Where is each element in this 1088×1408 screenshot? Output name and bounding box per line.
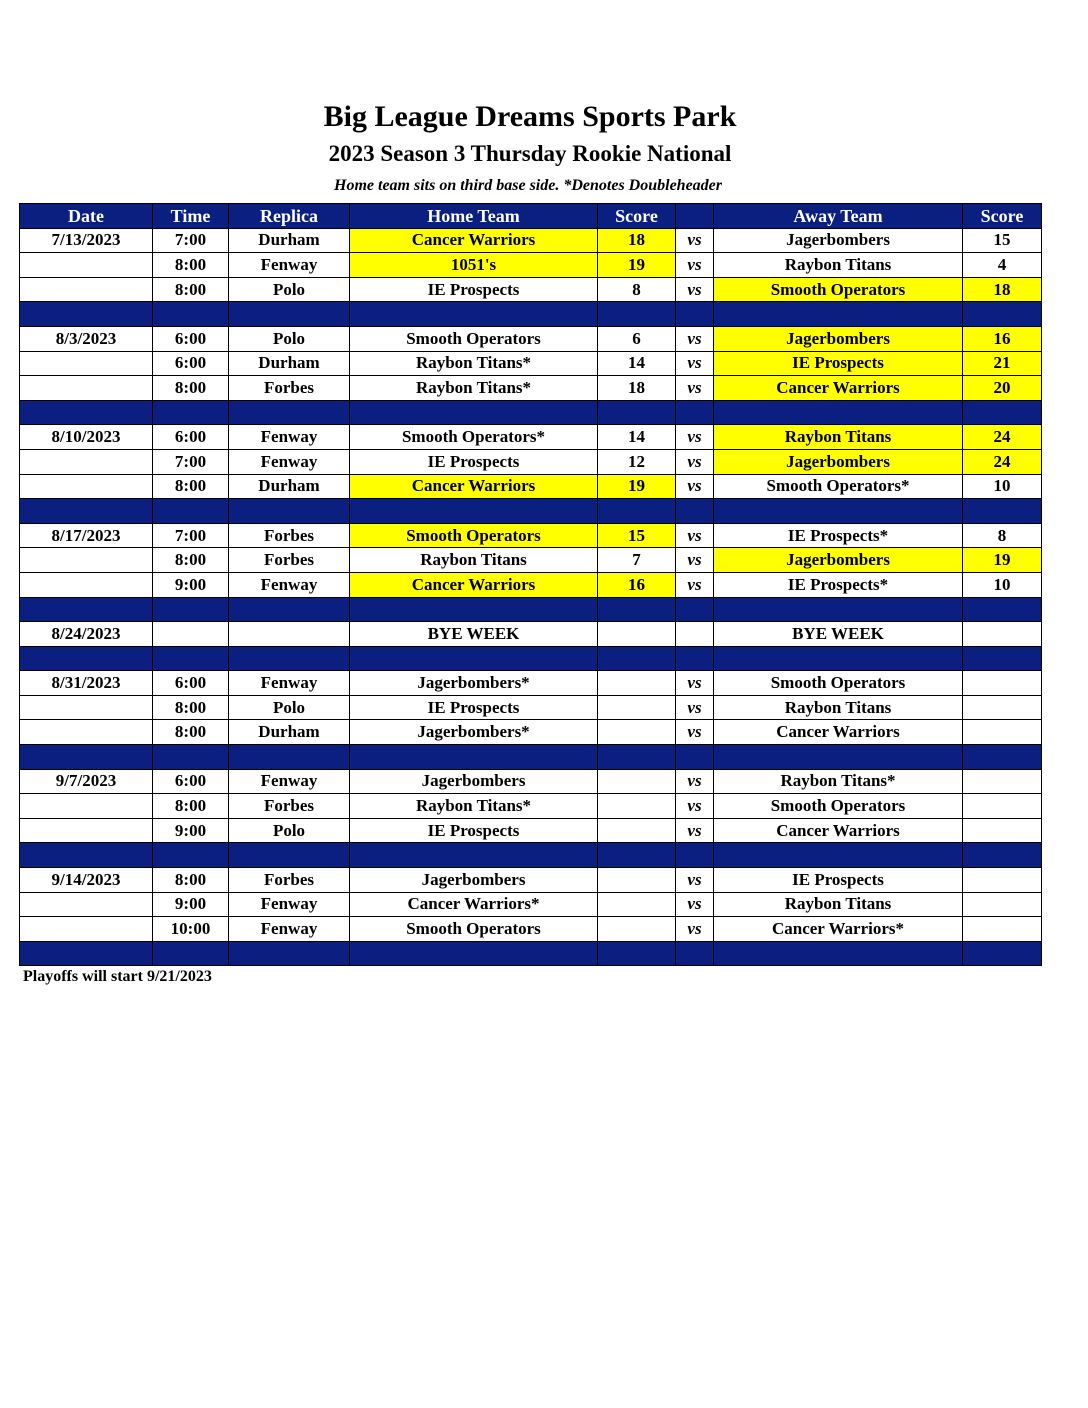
game-row [20, 376, 1042, 401]
game-time: 8:00 [153, 794, 229, 819]
away-score [963, 671, 1042, 696]
separator-cell [350, 941, 598, 966]
away-team: Jagerbombers [714, 449, 963, 474]
home-score: 18 [598, 228, 676, 253]
game-time: 9:00 [153, 818, 229, 843]
away-score: 15 [963, 228, 1042, 253]
game-time: 8:00 [153, 720, 229, 745]
game-time [153, 622, 229, 647]
separator-cell [229, 646, 350, 671]
away-score: 21 [963, 351, 1042, 376]
game-field: Forbes [229, 868, 350, 893]
away-score [963, 794, 1042, 819]
game-time: 6:00 [153, 351, 229, 376]
separator-cell [598, 646, 676, 671]
home-score: 16 [598, 572, 676, 597]
home-team: Jagerbombers [350, 769, 598, 794]
separator-cell [153, 499, 229, 524]
away-team: Cancer Warriors [714, 376, 963, 401]
away-team: Raybon Titans [714, 425, 963, 450]
separator-cell [963, 646, 1042, 671]
game-field: Durham [229, 228, 350, 253]
separator-cell [714, 499, 963, 524]
home-team: Jagerbombers* [350, 720, 598, 745]
home-team: IE Prospects [350, 449, 598, 474]
game-row [20, 449, 1042, 474]
away-team: IE Prospects [714, 351, 963, 376]
game-row [20, 671, 1042, 696]
game-row [20, 572, 1042, 597]
game-row [20, 253, 1042, 278]
home-team: Jagerbombers* [350, 671, 598, 696]
home-team: Raybon Titans* [350, 351, 598, 376]
away-team: Smooth Operators [714, 277, 963, 302]
game-time: 8:00 [153, 277, 229, 302]
game-field: Fenway [229, 671, 350, 696]
page-subtitle: 2023 Season 3 Thursday Rookie National [328, 141, 732, 166]
separator-cell [229, 941, 350, 966]
separator-cell [153, 745, 229, 770]
away-score [963, 892, 1042, 917]
home-score: 15 [598, 523, 676, 548]
playoffs-note: Playoffs will start 9/21/2023 [23, 968, 212, 985]
vs-label: vs [676, 868, 714, 893]
separator-cell [676, 302, 714, 327]
separator-cell [676, 400, 714, 425]
game-time: 9:00 [153, 572, 229, 597]
separator-cell [153, 597, 229, 622]
game-row [20, 326, 1042, 351]
away-team: BYE WEEK [714, 622, 963, 647]
home-team: Cancer Warriors [350, 572, 598, 597]
away-team: Cancer Warriors* [714, 917, 963, 942]
vs-label: vs [676, 277, 714, 302]
separator-cell [153, 400, 229, 425]
away-team: Smooth Operators [714, 671, 963, 696]
game-field: Polo [229, 818, 350, 843]
game-date: 8/10/2023 [20, 425, 153, 450]
away-score [963, 917, 1042, 942]
game-time: 8:00 [153, 695, 229, 720]
game-date [20, 376, 153, 401]
separator-cell [598, 400, 676, 425]
game-field: Forbes [229, 548, 350, 573]
separator-row [20, 646, 1042, 671]
separator-cell [676, 745, 714, 770]
vs-label: vs [676, 449, 714, 474]
away-score: 18 [963, 277, 1042, 302]
header-row [20, 204, 1042, 229]
vs-label: vs [676, 695, 714, 720]
game-field: Durham [229, 720, 350, 745]
game-time: 8:00 [153, 253, 229, 278]
home-score [598, 868, 676, 893]
separator-cell [350, 499, 598, 524]
vs-label: vs [676, 425, 714, 450]
away-score: 19 [963, 548, 1042, 573]
home-score: 8 [598, 277, 676, 302]
away-team: Smooth Operators [714, 794, 963, 819]
game-row [20, 474, 1042, 499]
vs-label: vs [676, 892, 714, 917]
separator-cell [229, 597, 350, 622]
game-row [20, 917, 1042, 942]
separator-cell [676, 597, 714, 622]
away-team: Jagerbombers [714, 228, 963, 253]
separator-cell [714, 646, 963, 671]
game-field: Fenway [229, 449, 350, 474]
away-score [963, 868, 1042, 893]
separator-cell [676, 646, 714, 671]
game-time: 7:00 [153, 523, 229, 548]
separator-cell [350, 745, 598, 770]
home-score: 19 [598, 474, 676, 499]
separator-cell [714, 302, 963, 327]
game-date: 9/7/2023 [20, 769, 153, 794]
vs-label: vs [676, 671, 714, 696]
game-row [20, 277, 1042, 302]
separator-cell [20, 302, 153, 327]
away-score: 10 [963, 572, 1042, 597]
game-row [20, 720, 1042, 745]
separator-cell [229, 499, 350, 524]
home-team: IE Prospects [350, 277, 598, 302]
game-date: 9/14/2023 [20, 868, 153, 893]
game-date [20, 695, 153, 720]
away-team: Raybon Titans [714, 253, 963, 278]
vs-label: vs [676, 228, 714, 253]
away-score [963, 622, 1042, 647]
away-score: 24 [963, 449, 1042, 474]
separator-cell [153, 843, 229, 868]
game-field: Forbes [229, 376, 350, 401]
vs-label: vs [676, 917, 714, 942]
away-team: Jagerbombers [714, 326, 963, 351]
away-score [963, 818, 1042, 843]
home-team: Raybon Titans* [350, 794, 598, 819]
home-score: 6 [598, 326, 676, 351]
page-title: Big League Dreams Sports Park [323, 100, 737, 133]
separator-cell [20, 941, 153, 966]
separator-cell [20, 400, 153, 425]
game-field: Polo [229, 695, 350, 720]
game-row [20, 892, 1042, 917]
game-field: Durham [229, 351, 350, 376]
col-away-team: Away Team [714, 204, 963, 229]
home-score [598, 720, 676, 745]
separator-row [20, 941, 1042, 966]
separator-cell [350, 843, 598, 868]
away-team: Raybon Titans [714, 892, 963, 917]
game-row [20, 769, 1042, 794]
col-home-team: Home Team [350, 204, 598, 229]
game-time: 8:00 [153, 868, 229, 893]
separator-cell [598, 843, 676, 868]
game-date [20, 474, 153, 499]
separator-cell [714, 843, 963, 868]
game-time: 10:00 [153, 917, 229, 942]
separator-cell [598, 941, 676, 966]
game-field: Polo [229, 277, 350, 302]
game-date [20, 277, 153, 302]
separator-cell [229, 400, 350, 425]
game-date: 8/3/2023 [20, 326, 153, 351]
game-time: 8:00 [153, 474, 229, 499]
vs-label: vs [676, 376, 714, 401]
separator-row [20, 745, 1042, 770]
col-vs [676, 204, 714, 229]
game-date [20, 720, 153, 745]
away-team: IE Prospects* [714, 523, 963, 548]
away-score: 24 [963, 425, 1042, 450]
col-away-score: Score [963, 204, 1042, 229]
home-score: 19 [598, 253, 676, 278]
game-time: 7:00 [153, 228, 229, 253]
vs-label [676, 622, 714, 647]
home-score: 14 [598, 425, 676, 450]
game-row [20, 794, 1042, 819]
game-time: 6:00 [153, 671, 229, 696]
vs-label: vs [676, 326, 714, 351]
game-row [20, 425, 1042, 450]
separator-cell [350, 646, 598, 671]
game-time: 6:00 [153, 425, 229, 450]
vs-label: vs [676, 351, 714, 376]
separator-cell [963, 499, 1042, 524]
game-time: 6:00 [153, 769, 229, 794]
schedule-body [20, 228, 1042, 966]
home-team: Cancer Warriors* [350, 892, 598, 917]
away-score: 8 [963, 523, 1042, 548]
game-date [20, 917, 153, 942]
game-field: Fenway [229, 769, 350, 794]
game-field: Fenway [229, 572, 350, 597]
separator-cell [350, 302, 598, 327]
game-date: 8/17/2023 [20, 523, 153, 548]
home-score: 18 [598, 376, 676, 401]
game-date [20, 253, 153, 278]
separator-cell [963, 745, 1042, 770]
game-date [20, 818, 153, 843]
away-team: Cancer Warriors [714, 720, 963, 745]
separator-cell [676, 843, 714, 868]
separator-cell [714, 941, 963, 966]
game-date [20, 351, 153, 376]
separator-cell [714, 597, 963, 622]
separator-cell [350, 400, 598, 425]
home-score: 12 [598, 449, 676, 474]
game-field: Forbes [229, 523, 350, 548]
home-team: IE Prospects [350, 695, 598, 720]
game-field: Durham [229, 474, 350, 499]
separator-row [20, 843, 1042, 868]
separator-cell [963, 941, 1042, 966]
home-score [598, 892, 676, 917]
game-row [20, 868, 1042, 893]
separator-cell [598, 597, 676, 622]
vs-label: vs [676, 474, 714, 499]
separator-cell [676, 499, 714, 524]
separator-row [20, 400, 1042, 425]
away-team: Cancer Warriors [714, 818, 963, 843]
game-row [20, 523, 1042, 548]
away-team: IE Prospects* [714, 572, 963, 597]
home-score [598, 769, 676, 794]
home-team: Jagerbombers [350, 868, 598, 893]
home-score [598, 794, 676, 819]
game-row [20, 548, 1042, 573]
game-time: 7:00 [153, 449, 229, 474]
col-date: Date [20, 204, 153, 229]
home-team: Raybon Titans* [350, 376, 598, 401]
home-score [598, 671, 676, 696]
away-team: Raybon Titans* [714, 769, 963, 794]
vs-label: vs [676, 794, 714, 819]
away-score [963, 720, 1042, 745]
home-team: Smooth Operators [350, 523, 598, 548]
away-team: Raybon Titans [714, 695, 963, 720]
separator-cell [714, 745, 963, 770]
separator-cell [153, 646, 229, 671]
separator-cell [20, 597, 153, 622]
home-score: 7 [598, 548, 676, 573]
separator-cell [350, 597, 598, 622]
separator-cell [963, 400, 1042, 425]
separator-cell [20, 745, 153, 770]
away-score: 4 [963, 253, 1042, 278]
separator-row [20, 597, 1042, 622]
vs-label: vs [676, 523, 714, 548]
home-team: Smooth Operators* [350, 425, 598, 450]
game-date [20, 449, 153, 474]
separator-row [20, 302, 1042, 327]
vs-label: vs [676, 818, 714, 843]
home-score [598, 818, 676, 843]
game-field: Fenway [229, 917, 350, 942]
game-date: 8/31/2023 [20, 671, 153, 696]
home-team: BYE WEEK [350, 622, 598, 647]
home-team: Smooth Operators [350, 326, 598, 351]
away-score: 20 [963, 376, 1042, 401]
game-field: Fenway [229, 253, 350, 278]
home-score [598, 622, 676, 647]
game-field: Forbes [229, 794, 350, 819]
game-row [20, 695, 1042, 720]
col-time: Time [153, 204, 229, 229]
separator-cell [598, 302, 676, 327]
home-score [598, 695, 676, 720]
schedule-table [19, 203, 1042, 966]
vs-label: vs [676, 548, 714, 573]
game-date [20, 892, 153, 917]
away-team: Smooth Operators* [714, 474, 963, 499]
separator-cell [20, 646, 153, 671]
game-field: Polo [229, 326, 350, 351]
schedule-note: Home team sits on third base side. *Denotes Doubleheader [334, 177, 722, 194]
game-date [20, 794, 153, 819]
game-time: 9:00 [153, 892, 229, 917]
game-field: Fenway [229, 892, 350, 917]
game-time: 8:00 [153, 548, 229, 573]
separator-cell [598, 499, 676, 524]
separator-cell [598, 745, 676, 770]
game-time: 6:00 [153, 326, 229, 351]
home-team: Smooth Operators [350, 917, 598, 942]
game-row [20, 228, 1042, 253]
separator-cell [963, 597, 1042, 622]
home-team: Cancer Warriors [350, 228, 598, 253]
col-home-score: Score [598, 204, 676, 229]
away-score: 16 [963, 326, 1042, 351]
separator-cell [229, 745, 350, 770]
home-team: Raybon Titans [350, 548, 598, 573]
game-field [229, 622, 350, 647]
home-team: Cancer Warriors [350, 474, 598, 499]
vs-label: vs [676, 253, 714, 278]
game-date: 8/24/2023 [20, 622, 153, 647]
separator-cell [676, 941, 714, 966]
vs-label: vs [676, 769, 714, 794]
separator-cell [153, 302, 229, 327]
vs-label: vs [676, 720, 714, 745]
game-row [20, 818, 1042, 843]
separator-cell [714, 400, 963, 425]
game-row [20, 622, 1042, 647]
game-time: 8:00 [153, 376, 229, 401]
game-date [20, 548, 153, 573]
separator-cell [229, 843, 350, 868]
separator-row [20, 499, 1042, 524]
separator-cell [20, 843, 153, 868]
game-date [20, 572, 153, 597]
away-score: 10 [963, 474, 1042, 499]
game-row [20, 351, 1042, 376]
away-team: Jagerbombers [714, 548, 963, 573]
separator-cell [229, 302, 350, 327]
separator-cell [963, 843, 1042, 868]
col-replica: Replica [229, 204, 350, 229]
home-score [598, 917, 676, 942]
game-field: Fenway [229, 425, 350, 450]
away-score [963, 769, 1042, 794]
home-team: IE Prospects [350, 818, 598, 843]
separator-cell [963, 302, 1042, 327]
home-team: 1051's [350, 253, 598, 278]
away-score [963, 695, 1042, 720]
separator-cell [153, 941, 229, 966]
game-date: 7/13/2023 [20, 228, 153, 253]
vs-label: vs [676, 572, 714, 597]
separator-cell [20, 499, 153, 524]
away-team: IE Prospects [714, 868, 963, 893]
home-score: 14 [598, 351, 676, 376]
